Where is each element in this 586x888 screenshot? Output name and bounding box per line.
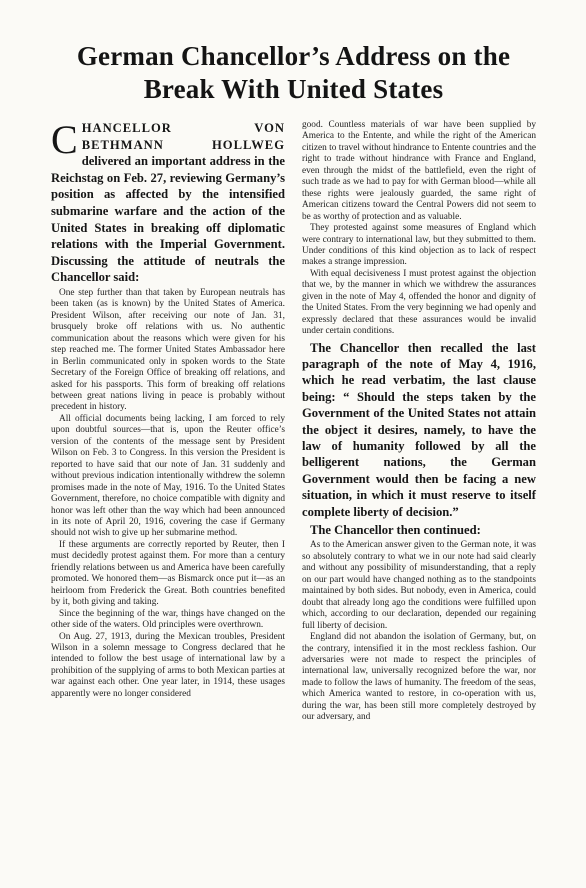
paragraph: With equal decisiveness I must protest against the objection that we, by the manner in which we withdrew the assurances given in the note of May 4, offended the honor and dignity of the United States. From the very beginning we had openly and expressly declared that these assurances would be invalid under certain conditions. xyxy=(302,268,536,337)
paragraph: On Aug. 27, 1913, during the Mexican troubles, President Wilson in a solemn message to Congress declared that he intended to follow the best usage of international law by a prohibition of the supplying of arms to both Mexican parties at war against each other. One year later, in 1914, these usages apparently were no longer considered xyxy=(51,631,285,699)
left-column xyxy=(51,117,285,724)
summary-paragraph: The Chancellor then continued: xyxy=(310,523,481,538)
title-line-2: Break With United States xyxy=(143,74,444,104)
summary-paragraph: The Chancellor then recalled the last paragraph of the note of May 4, 1916, which he read verbatim, the last clause being: “ Should the steps taken by the Government of the United States not attain the object it desires, namely, to have the law of humanity followed by all the belligerent nations, the German Government would then be facing a new situation, in which it must reserve to itself complete liberty of decision.” xyxy=(302,340,536,519)
paragraph: They protested against some measures of England which were contrary to international law, but they submitted to them. Under conditions of this kind objection as to lack of respect makes a strange impression. xyxy=(302,223,536,268)
paragraph: As to the American answer given to the German note, it was so absolutely contrary to what we in our note had said clearly and without any possibility of misunderstanding, that a reply on our part would have changed nothing as to the standpoints maintained by both sides. But nobody, even in America, could doubt that already long ago the conditions were fulfilled upon which, according to our declaration, depended our regaining full liberty of decision. xyxy=(302,540,536,631)
paragraph: If these arguments are correctly reported by Reuter, then I must decidedly protest against them. For more than a century friendly relations between us and America have been carefully promoted. We honored them—as Bismarck once put it—as an heirloom from Frederick the Great. Both countries benefited by it, both giving and taking. xyxy=(51,539,285,608)
paragraph: One step further than that taken by European neutrals has been taken (as is known) by the United States of America. President Wilson, after receiving our note of Jan. 31, brusquely broke off relations with us. No authentic communication about the reasons which were given for his step reached me. The former United States Ambassador here in Berlin communicated only in spoken words to the State Secretary of the Foreign Office of breaking off relations, and asked for his passports. This form of breaking off relations between great nations living in peace is probably without precedent in history. xyxy=(51,287,285,413)
title-line-1: German Chancellor’s Address on the xyxy=(76,41,511,71)
paragraph-continued: good. Countless materials of war have been supplied by America to the Entente, and while the right of the American citizen to travel without hindrance to Entente countries and the right to trade without hindrance with France and England, even through the midst of the battlefield, even the right of such trade as we had to pay for with German blood—while all these rights were jealously guarded, the same right of American citizens toward the Central Powers did not seem to be as worthy of protection and as valuable. xyxy=(302,120,536,222)
lead-caps: HANCELLOR VON BETHMANN HOLLWEG xyxy=(81,121,285,152)
article-title xyxy=(51,40,536,106)
drop-cap: C xyxy=(51,117,78,162)
paragraph: England did not abandon the isolation of Germany, but, on the contrary, intensified it in the most reckless fashion. Our adversaries were not made to respect the principles of international law, universally recognized before the war, nor made to follow the laws of humanity. The freedom of the seas, which America wanted to restore, in co-operation with us, during the war, has been still more completely destroyed by our adversary, and xyxy=(302,632,536,723)
lead-text: delivered an important address in the Reichstag on Feb. 27, reviewing Germany’s position as affected by the intensified submarine warfare and the action of the United States in breaking off diplomatic relations with the Imperial Government. Discussing the attitude of neutrals the Chancellor said: xyxy=(51,154,285,285)
lead-paragraph xyxy=(51,117,285,286)
article-columns xyxy=(51,117,536,724)
right-column xyxy=(302,120,536,724)
paragraph: All official documents being lacking, I am forced to rely upon doubtful sources—that is, upon the Reuter office’s version of the contents of the message sent by President Wilson on Feb. 3 to Congress. In this version the President is reported to have said that our note of Jan. 31 suddenly and without previous indication intentionally withdrew the solemn promises made in the note of May, 1916. To the United States Government, therefore, no choice compatible with dignity and honor was left other than the way which had been announced in its note of April 20, 1916, covering the case if Germany should not wish to give up her submarine method. xyxy=(51,413,285,539)
paragraph: Since the beginning of the war, things have changed on the other side of the waters. Old principles were overthrown. xyxy=(51,608,285,631)
